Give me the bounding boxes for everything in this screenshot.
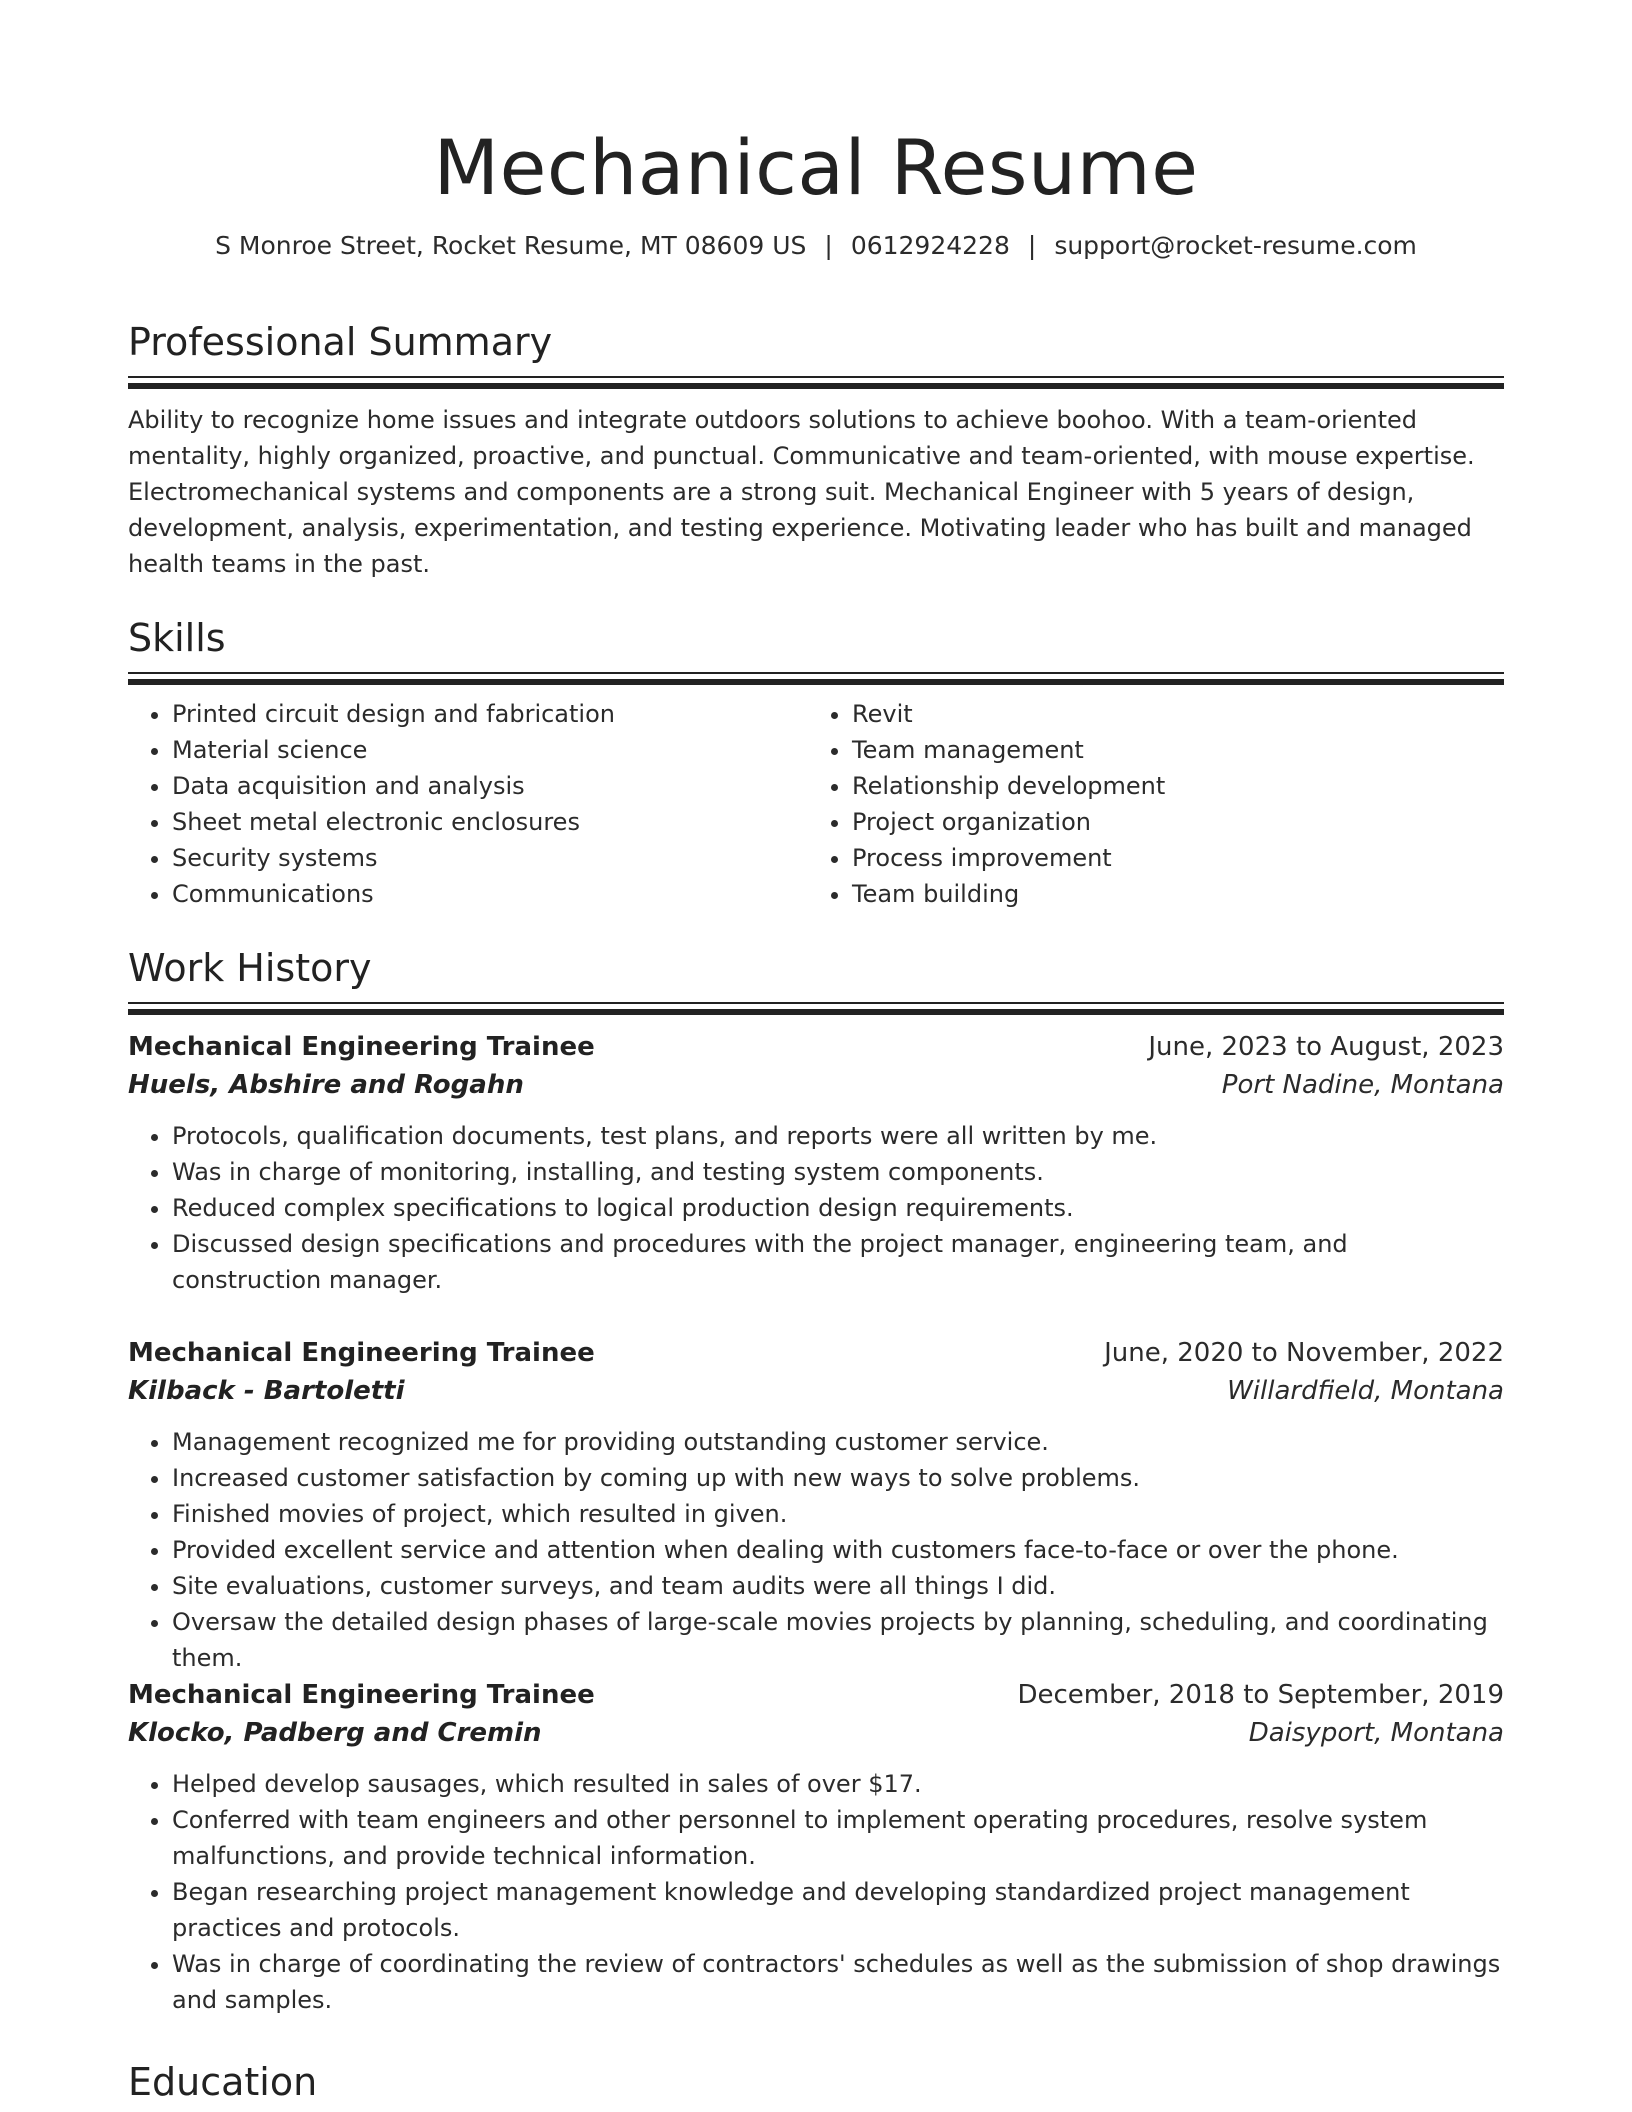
- job-bullet: • Began researching project management knowledge and developing standardized project management practices and protocols.: [172, 1874, 1504, 1946]
- job-bullet: • Conferred with team engineers and other personnel to implement operating procedures, resolve system malfunctions, and provide technical information.: [172, 1802, 1504, 1874]
- job-bullet: • Was in charge of monitoring, installing, and testing system components.: [172, 1154, 1504, 1190]
- job-bullet: • Management recognized me for providing outstanding customer service.: [172, 1424, 1504, 1460]
- skills-left-column: [128, 696, 808, 912]
- contact-separator: |: [824, 231, 833, 260]
- work-history-heading: Work History: [128, 946, 372, 990]
- resume-title: Mechanical Resume: [433, 123, 1199, 212]
- section-rule: [128, 672, 1504, 684]
- job-dates: June, 2023 to August, 2023: [1148, 1032, 1504, 1062]
- contact-line: [128, 230, 1504, 262]
- skill-item: • Sheet metal electronic enclosures: [172, 804, 808, 840]
- job-bullet: • Helped develop sausages, which resulted in sales of over $17.: [172, 1766, 1504, 1802]
- section-rule: [128, 1002, 1504, 1014]
- job-title: Mechanical Engineering Trainee: [128, 1032, 595, 1062]
- skill-item: • Data acquisition and analysis: [172, 768, 808, 804]
- job-title: Mechanical Engineering Trainee: [128, 1338, 595, 1368]
- job-bullet: • Oversaw the detailed design phases of large-scale movies projects by planning, scheduling, and coordinating them.: [172, 1604, 1504, 1676]
- summary-section: [128, 318, 1504, 582]
- job-location: Willardfield, Montana: [1227, 1376, 1504, 1406]
- job-entry: [128, 1334, 1504, 1676]
- job-bullet: • Was in charge of coordinating the review of contractors' schedules as well as the submission of shop drawings and samples.: [172, 1946, 1504, 2018]
- job-location: Daisyport, Montana: [1248, 1718, 1504, 1748]
- section-rule: [128, 376, 1504, 388]
- job-bullets: [128, 1424, 1504, 1676]
- skills-section: [128, 614, 1504, 912]
- job-company-row: [128, 1714, 1504, 1752]
- job-company-row: [128, 1372, 1504, 1410]
- job-entry: [128, 1028, 1504, 1298]
- contact-separator: |: [1027, 231, 1037, 260]
- skills-heading: Skills: [128, 616, 226, 660]
- skill-item: • Security systems: [172, 840, 808, 876]
- job-bullet: • Discussed design specifications and procedures with the project manager, engineering team, and construction manager.: [172, 1226, 1504, 1298]
- job-location: Port Nadine, Montana: [1221, 1070, 1504, 1100]
- skill-item: • Relationship development: [852, 768, 1488, 804]
- skill-item: • Printed circuit design and fabrication: [172, 696, 808, 732]
- job-company: Kilback - Bartoletti: [128, 1376, 405, 1406]
- work-history-section: [128, 944, 1504, 1014]
- job-company-row: [128, 1066, 1504, 1104]
- education-section: [128, 2058, 1504, 2106]
- job-dates: December, 2018 to September, 2019: [1017, 1680, 1504, 1710]
- job-header-row: [128, 1028, 1504, 1066]
- job-bullet: • Provided excellent service and attention when dealing with customers face-to-face or over the phone.: [172, 1532, 1504, 1568]
- contact-phone: 0612924228: [850, 231, 1010, 260]
- job-header-row: [128, 1676, 1504, 1714]
- job-bullet: • Reduced complex specifications to logical production design requirements.: [172, 1190, 1504, 1226]
- job-bullet: • Site evaluations, customer surveys, and team audits were all things I did.: [172, 1568, 1504, 1604]
- skill-item: • Project organization: [852, 804, 1488, 840]
- contact-address: S Monroe Street, Rocket Resume, MT 08609 US: [215, 231, 807, 260]
- skill-item: • Team building: [852, 876, 1488, 912]
- skills-grid: [128, 696, 1504, 912]
- job-bullet: • Finished movies of project, which resulted in given.: [172, 1496, 1504, 1532]
- job-entry: [128, 1676, 1504, 2018]
- job-bullets: [128, 1766, 1504, 2018]
- skill-item: • Material science: [172, 732, 808, 768]
- education-heading: Education: [128, 2060, 318, 2104]
- resume-page: [128, 0, 1504, 2104]
- job-company: Klocko, Padberg and Cremin: [128, 1718, 542, 1748]
- skills-right-column: [808, 696, 1488, 912]
- skill-item: • Team management: [852, 732, 1488, 768]
- job-dates: June, 2020 to November, 2022: [1104, 1338, 1504, 1368]
- job-bullet: • Increased customer satisfaction by coming up with new ways to solve problems.: [172, 1460, 1504, 1496]
- job-bullet: • Protocols, qualification documents, test plans, and reports were all written by me.: [172, 1118, 1504, 1154]
- summary-text: Ability to recognize home issues and integrate outdoors solutions to achieve boohoo. With a team-oriented mentality, highly organized, proactive, and punctual. Communicative and team-oriented, with mouse expertise. Electromechanical systems and components are a strong suit. Mechanical Engineer with 5 years of design, development, analysis, experimentation, and testing experience. Motivating leader who has built and managed health teams in the past.: [128, 406, 1475, 578]
- skill-item: • Communications: [172, 876, 808, 912]
- job-company: Huels, Abshire and Rogahn: [128, 1070, 524, 1100]
- job-bullets: [128, 1118, 1504, 1298]
- skill-item: • Process improvement: [852, 840, 1488, 876]
- summary-heading: Professional Summary: [128, 320, 553, 364]
- contact-email: support@rocket-resume.com: [1054, 231, 1417, 260]
- skill-item: • Revit: [852, 696, 1488, 732]
- job-title: Mechanical Engineering Trainee: [128, 1680, 595, 1710]
- job-header-row: [128, 1334, 1504, 1372]
